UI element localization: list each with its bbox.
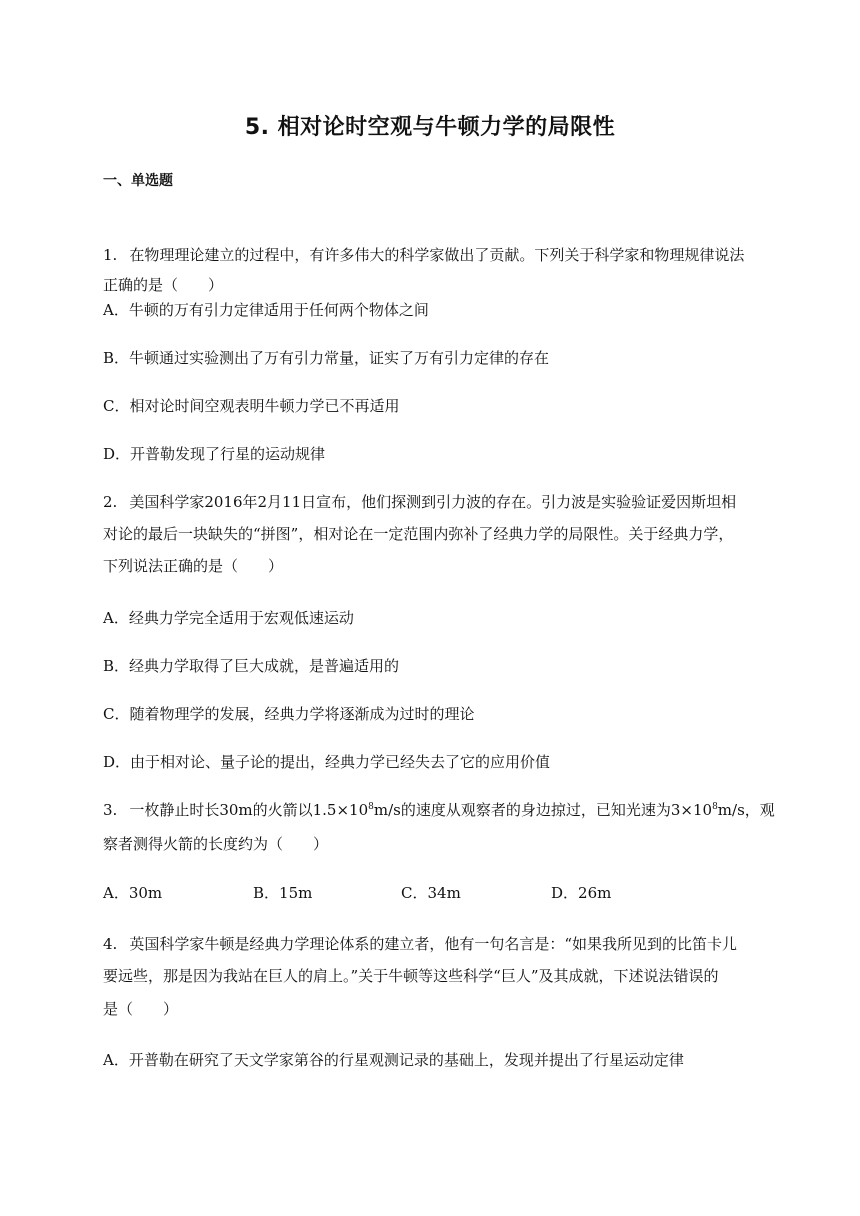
q2-option-d: D．由于相对论、量子论的提出，经典力学已经失去了它的应用价值 [103, 753, 551, 771]
q3-exponent-1: 8 [368, 802, 374, 812]
q2-option-c: C．随着物理学的发展，经典力学将逐渐成为过时的理论 [103, 705, 475, 723]
q3-text-b: m/s的速度从观察者的身边掠过，已知光速为3×10 [373, 801, 713, 819]
q2-option-b: B．经典力学取得了巨大成就，是普遍适用的 [103, 657, 400, 675]
q1-line-1 [103, 245, 744, 265]
q4-text-1: 英国科学家牛顿是经典力学理论体系的建立者，他有一句名言是：“如果我所见到的比笛卡儿 [129, 935, 737, 953]
q1-option-a: A．牛顿的万有引力定律适用于任何两个物体之间 [103, 301, 429, 319]
q3-option-b: B．15m [253, 884, 313, 902]
q2-line-3: 下列说法正确的是（ ） [103, 557, 284, 575]
section-heading: 一、单选题 [103, 173, 173, 189]
q2-line-1 [103, 492, 736, 512]
q3-exponent-2: 8 [712, 802, 718, 812]
q1-number: 1. [103, 246, 118, 264]
q3-line-2: 察者测得火箭的长度约为（ ） [103, 835, 329, 853]
q1-line-2: 正确的是（ ） [103, 276, 224, 294]
q3-text-a: 一枚静止时长30m的火箭以1.5×10 [129, 801, 369, 819]
q2-text-1: 美国科学家2016年2月11日宣布，他们探测到引力波的存在。引力波是实验验证爱因斯坦相 [129, 493, 737, 511]
q1-option-d: D．开普勒发现了行星的运动规律 [103, 445, 326, 463]
q2-line-2: 对论的最后一块缺失的“拼图”，相对论在一定范围内弥补了经典力学的局限性。关于经典力学， [103, 525, 734, 543]
q3-line-1 [103, 800, 775, 820]
q1-text-1: 在物理理论建立的过程中，有许多伟大的科学家做出了贡献。下列关于科学家和物理规律说法 [129, 246, 745, 264]
q3-number: 3. [103, 801, 118, 819]
q2-number: 2. [103, 493, 118, 511]
q1-option-b: B．牛顿通过实验测出了万有引力常量，证实了万有引力定律的存在 [103, 349, 550, 367]
q3-option-d: D．26m [551, 884, 612, 902]
q4-line-1 [103, 934, 737, 954]
q1-option-c: C．相对论时间空观表明牛顿力学已不再适用 [103, 397, 400, 415]
q4-line-2: 要远些，那是因为我站在巨人的肩上。”关于牛顿等这些科学“巨人”及其成就，下述说法错误的 [103, 967, 719, 985]
q4-number: 4. [103, 935, 118, 953]
q3-option-a: A．30m [103, 884, 163, 902]
q3-text-c: m/s，观 [717, 801, 775, 819]
q3-option-c: C．34m [401, 884, 461, 902]
q4-option-a: A．开普勒在研究了天文学家第谷的行星观测记录的基础上，发现并提出了行星运动定律 [103, 1051, 684, 1069]
q4-line-3: 是（ ） [103, 1000, 179, 1018]
q2-option-a: A．经典力学完全适用于宏观低速运动 [103, 609, 354, 627]
page-title: 5. 相对论时空观与牛顿力学的局限性 [244, 115, 616, 140]
